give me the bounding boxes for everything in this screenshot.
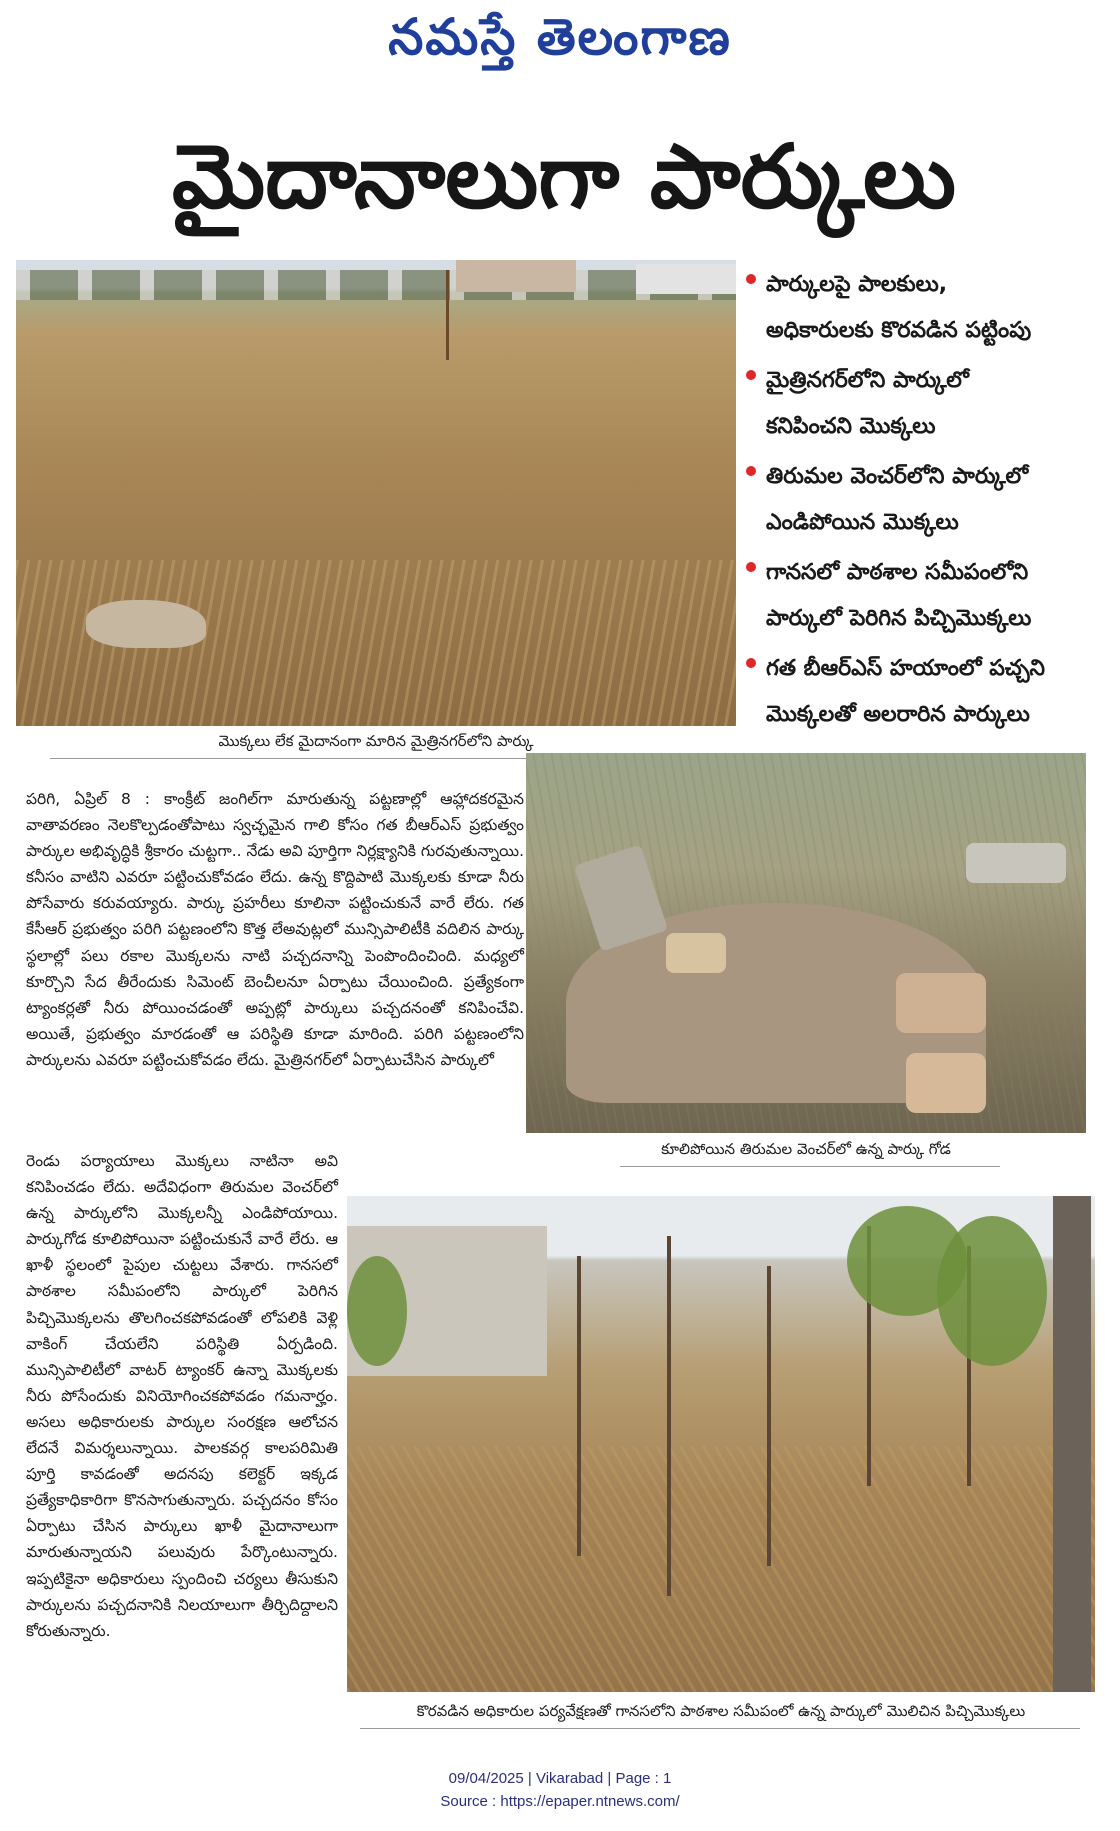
highlight-line: గానసలో పాఠశాల సమీపంలోని <box>766 560 1029 585</box>
highlight-line: గత బీఆర్‌ఎస్ హయాంలో పచ్చని <box>766 656 1045 681</box>
sapling-graphic <box>446 270 449 360</box>
highlight-item <box>744 358 1104 450</box>
rock-graphic <box>86 600 206 648</box>
photo3-caption: కొరవడిన అధికారుల పర్యవేక్షణతో గానసలోని పాఠశాల సమీపంలో ఉన్న పార్కులో మొలిచిన పిచ్చిమొక్కలు <box>416 1702 1026 1720</box>
article-body-part1 <box>26 786 524 1073</box>
photo-collapsed-wall <box>526 753 1086 1133</box>
highlight-line: మొక్కలతో అలరారిన పార్కులు <box>766 702 1030 727</box>
fence-graphic <box>16 270 736 300</box>
photo2-caption: కూలిపోయిన తిరుమల వెంచర్‌లో ఉన్న పార్కు గోడ <box>661 1140 951 1158</box>
bullet-icon <box>746 658 756 668</box>
foliage-graphic <box>937 1216 1047 1366</box>
highlight-item <box>744 262 1104 354</box>
stone-graphic <box>906 1053 986 1113</box>
tree-stem-graphic <box>767 1266 771 1566</box>
footer-source-link[interactable]: Source : https://epaper.ntnews.com/ <box>440 1793 680 1810</box>
stone-graphic <box>966 843 1066 883</box>
highlight-item <box>744 550 1104 642</box>
article-paragraph: పరిగి, ఏప్రిల్ 8 : కాంక్రీట్ జంగిల్‌గా మారుతున్న పట్టణాల్లో ఆహ్లాదకరమైన వాతావరణం నెలకొల్పడంతోపాటు స్వచ్ఛమైన గాలి కోసం గత బీఆర్‌ఎస్ ప్రభుత్వం పార్కుల అభివృద్ధికి శ్రీకారం చుట్టగా.. నేడు అవి పూర్తిగా నిర్లక్ష్యానికి గురవుతున్నాయి. కనీసం వాటిని ఎవరూ పట్టించుకోవడం లేదు. ఉన్న కొద్దిపాటి మొక్కలకు కూడా నీరు పోసేవారు కరువయ్యారు. పార్కు ప్రహరీలు కూలినా పట్టించుకునే వారే లేరు. గత కేసీఆర్ ప్రభుత్వం పరిగి పట్టణంలోని కొత్త లేఅవుట్లలో మున్సిపాలిటీకి వదిలిన పార్కు స్థలాల్లో పలు రకాల మొక్కలను నాటి పచ్చదనాన్ని పెంపొందించింది. మధ్యలో కూర్చొని సేద తీరేందుకు సిమెంట్ బెంచీలనూ ఏర్పాటు చేయించింది. ప్రత్యేకంగా ట్యాంకర్లతో నీరు పోయించడంతో అప్పట్లో పార్కులు పచ్చదనంతో కనిపించేవి. అయితే, ప్రభుత్వం మారడంతో ఆ పరిస్థితి కూడా మారింది. పరిగి పట్టణంలోని పార్కులను ఎవరూ పట్టించుకోవడం లేదు. మైత్రినగర్‌లో ఏర్పాటుచేసిన పార్కులో <box>26 790 524 1069</box>
highlights-list <box>744 262 1104 742</box>
bullet-icon <box>746 370 756 380</box>
highlight-line: కనిపించని మొక్కలు <box>766 414 936 439</box>
page-headline: మైదానాలుగా పార్కులు <box>172 125 956 228</box>
dry-grass-graphic <box>347 1446 1095 1692</box>
highlight-line: అధికారులకు కొరవడిన పట్టింపు <box>766 318 1032 343</box>
caption-divider <box>620 1166 1000 1167</box>
highlight-line: పార్కులపై పాలకులు, <box>766 272 948 297</box>
building-graphic <box>636 264 736 294</box>
article-paragraph: రెండు పర్యాయాలు మొక్కలు నాటినా అవి కనిపించడం లేదు. అదేవిధంగా తిరుమల వెంచర్‌లో ఉన్న పార్కులోని మొక్కలన్నీ ఎండిపోయాయి. పార్కుగోడ కూలిపోయినా పట్టించుకునే వారే లేరు. ఆ ఖాళీ స్థలంలో పైపుల చుట్టలు వేశారు. గానసలో పాఠశాల సమీపంలోని పార్కులో పెరిగిన పిచ్చిమొక్కలను తొలగించకపోవడంతో లోపలికి వెళ్లి వాకింగ్ చేయలేని పరిస్థితి ఏర్పడింది. మున్సిపాలిటీలో వాటర్ ట్యాంకర్ ఉన్నా మొక్కలకు నీరు పోసేందుకు వినియోగించకపోవడం గమనార్హం. అసలు అధికారులకు పార్కుల సంరక్షణ ఆలోచన లేదనే విమర్శలున్నాయి. పాలకవర్గ కాలపరిమితి పూర్తి కావడంతో అదనపు కలెక్టర్ ఇక్కడ ప్రత్యేకాధికారిగా కొనసాగుతున్నారు. పచ్చదనం కోసం ఏర్పాటు చేసిన పార్కులు ఖాళీ మైదానాలుగా మారుతున్నాయని పలువురు పేర్కొంటున్నారు. ఇప్పటికైనా అధికారులు స్పందించి చర్యలు తీసుకుని పార్కులను పచ్చదనానికి నిలయాలుగా తీర్చిదిద్దాలని కోరుతున్నారు. <box>26 1152 338 1640</box>
bullet-icon <box>746 562 756 572</box>
foliage-graphic <box>347 1256 407 1366</box>
newspaper-masthead: నమస్తే తెలంగాణ <box>388 8 732 66</box>
highlight-line: మైత్రినగర్‌లోని పార్కులో <box>766 368 969 393</box>
article-body-part2 <box>26 1148 338 1644</box>
highlight-line: తిరుమల వెంచర్‌లోని పార్కులో <box>766 464 1029 489</box>
stone-graphic <box>896 973 986 1033</box>
building-graphic <box>456 260 576 292</box>
footer-edition-info: 09/04/2025 | Vikarabad | Page : 1 <box>448 1770 672 1787</box>
bullet-icon <box>746 466 756 476</box>
highlight-item <box>744 454 1104 546</box>
highlight-item <box>744 646 1104 738</box>
stone-graphic <box>666 933 726 973</box>
highlight-line: పార్కులో పెరిగిన పిచ్చిమొక్కలు <box>766 606 1032 631</box>
photo1-caption: మొక్కలు లేక మైదానంగా మారిన మైత్రినగర్‌లోని పార్కు <box>218 732 534 750</box>
tree-stem-graphic <box>577 1256 581 1556</box>
caption-divider <box>360 1728 1080 1729</box>
bullet-icon <box>746 274 756 284</box>
tree-trunk-graphic <box>1053 1196 1091 1692</box>
photo-wild-plants-park <box>347 1196 1095 1692</box>
photo-dry-park-field <box>16 260 736 726</box>
tree-stem-graphic <box>667 1236 671 1596</box>
highlight-line: ఎండిపోయిన మొక్కలు <box>766 510 959 535</box>
